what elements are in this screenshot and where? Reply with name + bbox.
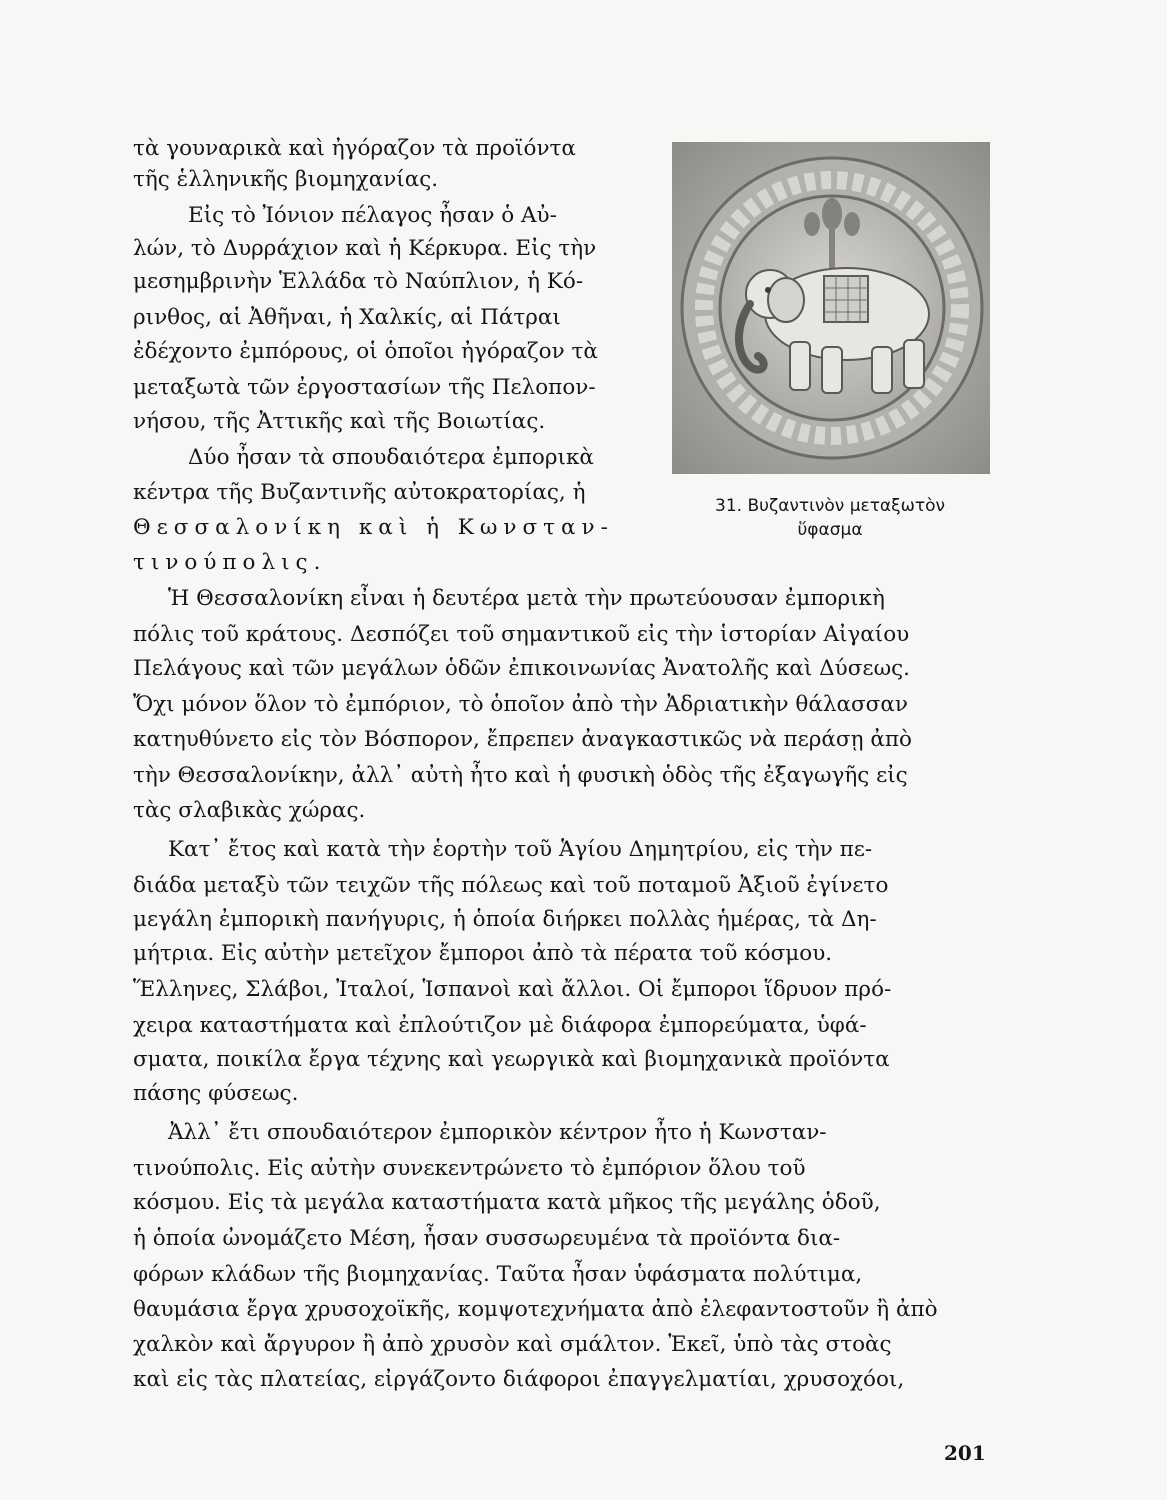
text-line: τὰς σλαβικὰς χώρας. [133, 798, 366, 823]
text-line: μεταξωτὰ τῶν ἐργοστασίων τῆς Πελοπον- [133, 375, 596, 400]
text-line: κατηυθύνετο εἰς τὸν Βόσπορον, ἔπρεπεν ἀναγκαστικῶς νὰ περάσῃ ἀπὸ [133, 727, 912, 752]
text-line: νήσου, τῆς Ἀττικῆς καὶ τῆς Βοιωτίας. [133, 409, 546, 434]
text-line: ἡ ὁποία ὠνομάζετο Μέση, ἦσαν συσσωρευμένα τὰ προϊόντα δια- [133, 1226, 841, 1251]
text-line: θαυμάσια ἔργα χρυσοχοϊκῆς, κομψοτεχνήματα ἀπὸ ἐλεφαντοστοῦν ἢ ἀπὸ [133, 1297, 938, 1322]
text-line: Εἰς τὸ Ἰόνιον πέλαγος ἦσαν ὁ Αὐ- [188, 203, 557, 228]
text-line: φόρων κλάδων τῆς βιομηχανίας. Ταῦτα ἦσαν ὑφάσματα πολύτιμα, [133, 1262, 863, 1287]
text-line: καὶ εἰς τὰς πλατείας, εἰργάζοντο διάφοροι ἐπαγγελματίαι, χρυσοχόοι, [133, 1367, 905, 1392]
text-line: τῆς ἑλληνικῆς βιομηχανίας. [133, 167, 439, 192]
text-line: ρινθος, αἱ Ἀθῆναι, ἡ Χαλκίς, αἱ Πάτραι [133, 305, 561, 330]
text-line: διάδα μεταξὺ τῶν τειχῶν τῆς πόλεως καὶ τοῦ ποταμοῦ Ἀξιοῦ ἐγίνετο [133, 873, 889, 898]
silk-roundel-illustration [672, 142, 990, 474]
figure-caption [690, 494, 970, 542]
text-line: μεσημβρινὴν Ἑλλάδα τὸ Ναύπλιον, ἡ Κό- [133, 269, 584, 294]
text-line: σματα, ποικίλα ἔργα τέχνης καὶ γεωργικὰ καὶ βιομηχανικὰ προϊόντα [133, 1047, 890, 1072]
text-line: Πελάγους καὶ τῶν μεγάλων ὁδῶν ἐπικοινωνίας Ἀνατολῆς καὶ Δύσεως. [133, 656, 910, 681]
text-line: πόλις τοῦ κράτους. Δεσπόζει τοῦ σημαντικοῦ εἰς τὴν ἱστορίαν Αἰγαίου [133, 622, 910, 647]
text-line: τινούπολις. Εἰς αὐτὴν συνεκεντρώνετο τὸ ἐμπόριον ὅλου τοῦ [133, 1156, 806, 1181]
caption-line: ὕφασμα [797, 520, 863, 540]
text-line: πάσης φύσεως. [133, 1081, 299, 1106]
text-line: λών, τὸ Δυρράχιον καὶ ἡ Κέρκυρα. Εἰς τὴν [133, 236, 597, 261]
text-line: μεγάλη ἐμπορικὴ πανήγυρις, ἡ ὁποία διήρκει πολλὰς ἡμέρας, τὰ Δη- [133, 907, 877, 932]
text-line: Ἡ Θεσσαλονίκη εἶναι ἡ δευτέρα μετὰ τὴν πρωτεύουσαν ἐμπορικὴ [168, 586, 885, 611]
text-line: μήτρια. Εἰς αὐτὴν μετεῖχον ἔμποροι ἀπὸ τὰ πέρατα τοῦ κόσμου. [133, 941, 833, 966]
text-line: Ὄχι μόνον ὅλον τὸ ἐμπόριον, τὸ ὁποῖον ἀπὸ τὴν Ἀδριατικὴν θάλασσαν [133, 692, 908, 717]
page-number: 201 [944, 1441, 986, 1465]
text-line: κέντρα τῆς Βυζαντινῆς αὐτοκρατορίας, ἡ [133, 480, 586, 505]
text-line: χειρα καταστήματα καὶ ἐπλούτιζον μὲ διάφορα ἐμπορεύματα, ὑφά- [133, 1013, 867, 1038]
byzantine-silk-photo [672, 142, 990, 474]
text-line: τὰ γουναρικὰ καὶ ἠγόραζον τὰ προϊόντα [133, 136, 576, 161]
text-line: τὴν Θεσσαλονίκην, ἀλλ᾽ αὐτὴ ἦτο καὶ ἡ φυσικὴ ὁδὸς τῆς ἐξαγωγῆς εἰς [133, 763, 908, 788]
caption-line: 31. Βυζαντινὸν μεταξωτὸν [715, 496, 945, 516]
text-line: Δύο ἦσαν τὰ σπουδαιότερα ἐμπορικὰ [188, 445, 594, 470]
text-line: Ἕλληνες, Σλάβοι, Ἰταλοί, Ἱσπανοὶ καὶ ἄλλοι. Οἱ ἔμποροι ἵδρυον πρό- [133, 977, 892, 1002]
text-line: Κατ᾽ ἔτος καὶ κατὰ τὴν ἑορτὴν τοῦ Ἁγίου Δημητρίου, εἰς τὴν πε- [168, 837, 873, 862]
text-line: ἐδέχοντο ἐμπόρους, οἱ ὁποῖοι ἠγόραζον τὰ [133, 339, 598, 364]
text-line: τινούπολις. [133, 550, 327, 575]
text-line: Ἀλλ᾽ ἔτι σπουδαιότερον ἐμπορικὸν κέντρον ἦτο ἡ Κωνσταν- [168, 1120, 827, 1145]
text-line: κόσμου. Εἰς τὰ μεγάλα καταστήματα κατὰ μῆκος τῆς μεγάλης ὁδοῦ, [133, 1190, 881, 1215]
text-line: Θεσσαλονίκη καὶ ἡ Κωνσταν- [133, 515, 614, 540]
text-line: χαλκὸν καὶ ἄργυρον ἢ ἀπὸ χρυσὸν καὶ σμάλτον. Ἐκεῖ, ὑπὸ τὰς στοὰς [133, 1332, 892, 1357]
